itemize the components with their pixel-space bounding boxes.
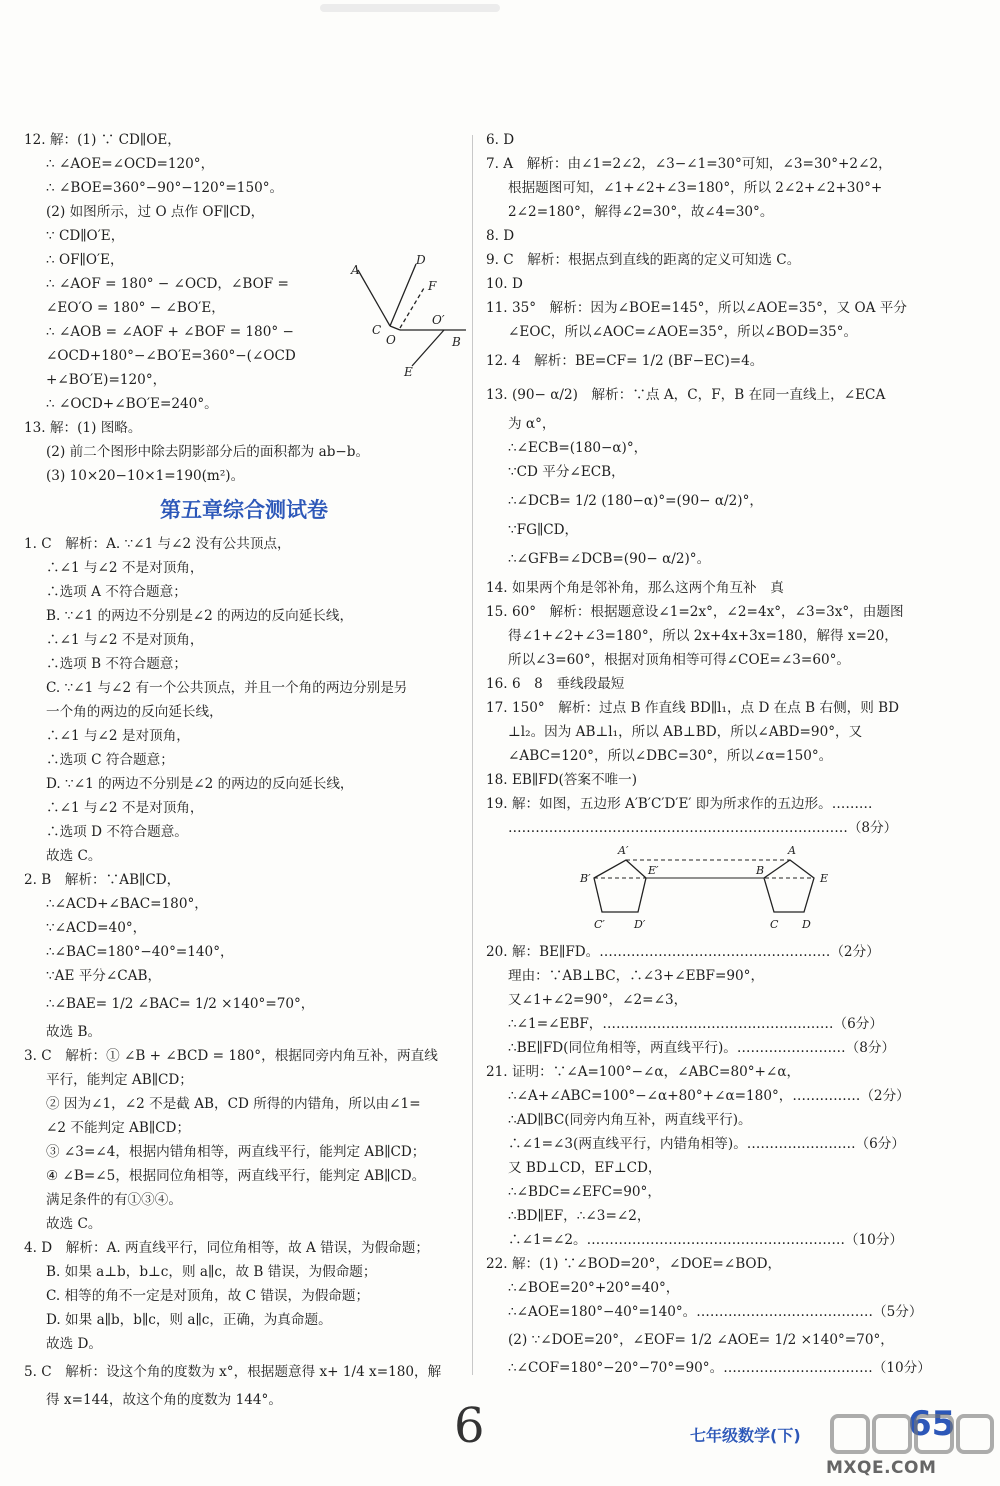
text-line: ∴ ∠AOB = ∠AOF + ∠BOF = 180° − bbox=[46, 324, 294, 340]
text-line: ∠OCD+180°−∠BO′E=360°−(∠OCD bbox=[46, 348, 296, 364]
text-line: 12. 4 解析：BE=CF= 1/2 (BF−EC)=4。 bbox=[486, 353, 764, 369]
text-line: ∵CD 平分∠ECB， bbox=[508, 464, 625, 480]
text-line: (2) 前二个图形中除去阴影部分后的面积都为 ab−b。 bbox=[46, 444, 370, 460]
watermark-text: MXQE.COM bbox=[826, 1458, 937, 1478]
page-number: 65 bbox=[908, 1404, 956, 1444]
text-line: 5. C 解析：设这个角的度数为 x°，根据题意得 x+ 1/4 x=180，解 bbox=[24, 1364, 442, 1380]
text-line: 18. EB∥FD(答案不唯一) bbox=[486, 772, 638, 788]
text-line: 11. 35° 解析：因为∠BOE=145°，所以∠AOE=35°，又 OA 平分 bbox=[486, 300, 907, 316]
text-line: ∴选项 C 符合题意； bbox=[46, 752, 174, 768]
text-line: 又∠1+∠2=90°，∠2=∠3， bbox=[508, 992, 688, 1008]
text-line: 15. 60° 解析：根据题意设∠1=2x°，∠2=4x°，∠3=3x°，由题图 bbox=[486, 604, 904, 620]
text-line: 19. 解：如图，五边形 A′B′C′D′E′ 即为所求作的五边形。……… bbox=[486, 796, 873, 812]
text-line: 10. D bbox=[486, 276, 523, 292]
figure-label: B bbox=[452, 335, 461, 349]
text-line: (2) 如图所示，过 O 点作 OF∥CD， bbox=[46, 204, 265, 220]
text-line: 3. C 解析：① ∠B + ∠BCD = 180°，根据同旁内角互补，两直线 bbox=[24, 1048, 438, 1064]
text-line: 为 α°， bbox=[508, 416, 556, 432]
figure-label: E bbox=[820, 872, 829, 885]
text-line: 满足条件的有①③④。 bbox=[46, 1192, 182, 1208]
figure-label: C′ bbox=[594, 918, 605, 931]
text-line: ∴选项 B 不符合题意； bbox=[46, 656, 187, 672]
text-line: 故选 D。 bbox=[46, 1336, 103, 1352]
text-line: 4. D 解析：A. 两直线平行，同位角相等，故 A 错误，为假命题； bbox=[24, 1240, 429, 1256]
text-line: ② 因为∠1，∠2 不是截 AB，CD 所得的内错角，所以由∠1= bbox=[46, 1096, 421, 1112]
text-line: D. ∵∠1 的两边不分别是∠2 的两边的反向延长线， bbox=[46, 776, 354, 792]
text-line: 2∠2=180°，解得∠2=30°，故∠4=30°。 bbox=[508, 204, 774, 220]
text-line: ∴∠DCB= 1/2 (180−α)°=(90− α/2)°， bbox=[508, 493, 763, 509]
text-line: B. ∵∠1 的两边不分别是∠2 的两边的反向延长线， bbox=[46, 608, 354, 624]
handwritten-mark: 6 bbox=[454, 1398, 485, 1454]
figure-label: E′ bbox=[648, 864, 659, 877]
figure-label: C bbox=[372, 323, 382, 337]
text-line: 13. (90− α/2) 解析：∵点 A，C，F，B 在同一直线上，∠ECA bbox=[486, 387, 886, 403]
figure-label: O bbox=[386, 333, 396, 347]
text-line: ∴∠1=∠2。…………………………………………………（10分） bbox=[508, 1232, 904, 1248]
text-line: ∠EOC，所以∠AOC=∠AOE=35°，所以∠BOD=35°。 bbox=[508, 324, 858, 340]
text-line: ∴选项 D 不符合题意。 bbox=[46, 824, 188, 840]
text-line: 20. 解：BE∥FD。……………………………………………（2分） bbox=[486, 944, 880, 960]
text-line: 13. 解：(1) 图略。 bbox=[24, 420, 142, 436]
text-line: 12. 解：(1) ∵ CD∥OE， bbox=[24, 132, 181, 148]
text-line: ∠EO′O = 180° − ∠BO′E， bbox=[46, 300, 225, 316]
scan-smudge bbox=[320, 4, 500, 12]
text-line: B. 如果 a⊥b，b⊥c，则 a∥c，故 B 错误，为假命题； bbox=[46, 1264, 377, 1280]
text-line: 7. A 解析：由∠1=2∠2，∠3−∠1=30°可知，∠3=30°+2∠2， bbox=[486, 156, 892, 172]
text-line: ∴∠COF=180°−20°−70°=90°。……………………………（10分） bbox=[508, 1360, 931, 1376]
figure-label: B′ bbox=[580, 872, 591, 885]
figure-label: D′ bbox=[634, 918, 646, 931]
text-line: 8. D bbox=[486, 228, 515, 244]
text-line: ∴∠1 与∠2 不是对顶角， bbox=[46, 632, 204, 648]
text-line: ∴∠ECB=(180−α)°， bbox=[508, 440, 648, 456]
text-line: D. 如果 a∥b，b∥c，则 a∥c，正确，为真命题。 bbox=[46, 1312, 332, 1328]
text-line: ∴ ∠BOE=360°−90°−120°=150°。 bbox=[46, 180, 284, 196]
text-line: ④ ∠B=∠5，根据同位角相等，两直线平行，能判定 AB∥CD。 bbox=[46, 1168, 426, 1184]
figure-label: D bbox=[802, 918, 811, 931]
text-line: 1. C 解析：A. ∵∠1 与∠2 没有公共顶点， bbox=[24, 536, 291, 552]
text-line: ∴ ∠AOE=∠OCD=120°， bbox=[46, 156, 215, 172]
pentagon-figure bbox=[486, 840, 931, 940]
text-line: 理由：∵AB⊥BC，∴∠3+∠EBF=90°， bbox=[508, 968, 765, 984]
text-line: ∵FG∥CD， bbox=[508, 522, 579, 538]
text-line: 一个角的两边的反向延长线， bbox=[46, 704, 223, 720]
text-line: ∴∠1=∠3(两直线平行，内错角相等)。……………………（6分） bbox=[508, 1136, 905, 1152]
text-line: 又 BD⊥CD，EF⊥CD， bbox=[508, 1160, 662, 1176]
figure-label: B bbox=[756, 864, 765, 877]
text-line: C. ∵∠1 与∠2 有一个公共顶点，并且一个角的两边分别是另 bbox=[46, 680, 408, 696]
text-line: ⊥l₂。因为 AB⊥l₁，所以 AB⊥BD，所以∠ABD=90°，又 bbox=[508, 724, 863, 740]
text-line: ∴BE∥FD(同位角相等，两直线平行)。……………………（8分） bbox=[508, 1040, 896, 1056]
text-line: ∵∠ACD=40°， bbox=[46, 920, 147, 936]
text-line: ∠ABC=120°，所以∠DBC=30°，所以∠α=150°。 bbox=[508, 748, 833, 764]
text-line: 21. 证明：∵∠A=100°−∠α，∠ABC=80°+∠α， bbox=[486, 1064, 801, 1080]
text-line: 根据题图可知，∠1+∠2+∠3=180°，所以 2∠2+∠2+30°+ bbox=[508, 180, 883, 196]
text-line: ∵ CD∥O′E， bbox=[46, 228, 125, 244]
text-line: ∠2 不能判定 AB∥CD； bbox=[46, 1120, 191, 1136]
figure-label: E bbox=[404, 365, 413, 378]
text-line: ∴∠BOE=20°+20°=40°， bbox=[508, 1280, 680, 1296]
text-line: ∴∠1 与∠2 不是对顶角， bbox=[46, 800, 204, 816]
text-line: ∴ ∠OCD+∠BO′E=240°。 bbox=[46, 396, 218, 412]
text-line: ∴∠BAE= 1/2 ∠BAC= 1/2 ×140°=70°， bbox=[46, 996, 315, 1012]
figure-label: C bbox=[770, 918, 779, 931]
text-line: C. 相等的角不一定是对顶角，故 C 错误，为假命题； bbox=[46, 1288, 370, 1304]
text-line: ③ ∠3=∠4，根据内错角相等，两直线平行，能判定 AB∥CD； bbox=[46, 1144, 426, 1160]
text-line: 故选 B。 bbox=[46, 1024, 102, 1040]
text-line: ∴∠GFB=∠DCB=(90− α/2)°。 bbox=[508, 551, 711, 567]
section-title: 第五章综合测试卷 bbox=[160, 498, 328, 522]
right-column bbox=[486, 128, 931, 1380]
left-column bbox=[24, 128, 464, 1412]
text-line: 故选 C。 bbox=[46, 848, 102, 864]
figure-label: A bbox=[788, 844, 796, 857]
figure-label: A′ bbox=[618, 844, 629, 857]
text-line: 2. B 解析：∵AB∥CD， bbox=[24, 872, 181, 888]
text-line: 17. 150° 解析：过点 B 作直线 BD∥l₁，点 D 在点 B 右侧，则 BD bbox=[486, 700, 900, 716]
text-line: ∴∠BAC=180°−40°=140°， bbox=[46, 944, 234, 960]
text-line: ∴∠1=∠EBF，……………………………………………（6分） bbox=[508, 1016, 883, 1032]
column-divider bbox=[472, 135, 473, 1375]
figure-label: F bbox=[428, 279, 437, 293]
text-line: ∴∠AOE=180°−40°=140°。…………………………………（5分） bbox=[508, 1304, 923, 1320]
text-line: …………………………………………………………………（8分） bbox=[508, 820, 898, 836]
text-line: ∵AE 平分∠CAB， bbox=[46, 968, 162, 984]
text-line: (2) ∵∠DOE=20°，∠EOF= 1/2 ∠AOE= 1/2 ×140°=70°， bbox=[508, 1332, 894, 1348]
text-line: ∴∠1 与∠2 不是对顶角， bbox=[46, 560, 204, 576]
text-line: 得 x=144，故这个角的度数为 144°。 bbox=[46, 1392, 282, 1408]
text-line: ∴∠A+∠ABC=100°−∠α+80°+∠α=180°，……………（2分） bbox=[508, 1088, 910, 1104]
text-line: ∴BD∥EF，∴∠3=∠2， bbox=[508, 1208, 651, 1224]
text-line: ∴ OF∥O′E， bbox=[46, 252, 124, 268]
text-line: ∴∠ACD+∠BAC=180°， bbox=[46, 896, 208, 912]
text-line: 9. C 解析：根据点到直线的距离的定义可知选 C。 bbox=[486, 252, 801, 268]
text-line: ∴∠BDC=∠EFC=90°， bbox=[508, 1184, 661, 1200]
text-line: ∴选项 A 不符合题意； bbox=[46, 584, 187, 600]
footer-title: 七年级数学(下) bbox=[690, 1426, 801, 1445]
text-line: (3) 10×20−10×1=190(m²)。 bbox=[46, 468, 245, 484]
text-line: 所以∠3=60°，根据对顶角相等可得∠COE=∠3=60°。 bbox=[508, 652, 851, 668]
text-line: 16. 6 8 垂线段最短 bbox=[486, 676, 625, 692]
text-line: 得∠1+∠2+∠3=180°，所以 2x+4x+3x=180，解得 x=20， bbox=[508, 628, 898, 644]
figure-label: A bbox=[351, 263, 360, 277]
text-line: ∴∠1 与∠2 是对顶角， bbox=[46, 728, 190, 744]
text-line: ∴AD∥BC(同旁内角互补，两直线平行)。 bbox=[508, 1112, 752, 1128]
text-line: 14. 如果两个角是邻补角，那么这两个角互补 真 bbox=[486, 580, 784, 596]
figure-label: O′ bbox=[432, 313, 445, 327]
angle-figure bbox=[342, 248, 472, 378]
figure-label: D bbox=[416, 253, 426, 267]
text-line: 22. 解：(1) ∵∠BOD=20°，∠DOE=∠BOD， bbox=[486, 1256, 782, 1272]
text-line: 6. D bbox=[486, 132, 515, 148]
text-line: 故选 C。 bbox=[46, 1216, 102, 1232]
text-line: +∠BO′E)=120°， bbox=[46, 372, 167, 388]
text-line: 平行，能判定 AB∥CD； bbox=[46, 1072, 193, 1088]
text-line: ∴ ∠AOF = 180° − ∠OCD，∠BOF = bbox=[46, 276, 289, 292]
